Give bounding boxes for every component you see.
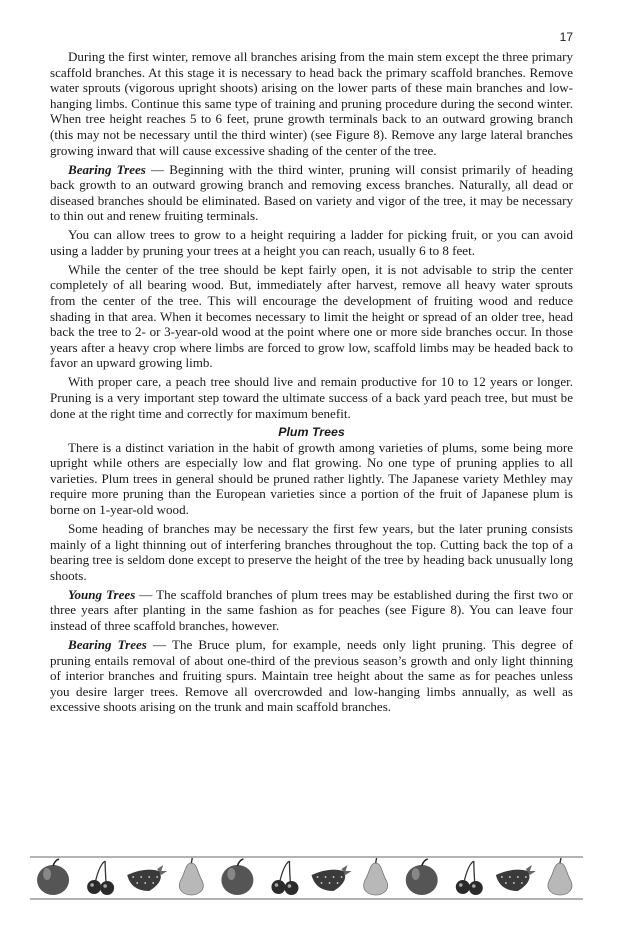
- paragraph-text: — Beginning with the third winter, pruning will consist primarily of heading back growth to an outward growing branch and removing excess branches. Naturally, all dead or diseased branches should be eliminated. Based on variety and vigor of the tree, it may be necessary to thin out and renew fruiting terminals.: [50, 161, 573, 224]
- run-in-heading: Bearing Trees: [68, 161, 146, 177]
- paragraph-text: — The Bruce plum, for example, needs only light pruning. This degree of pruning entails removal of about one-third of the previous season’s growth and only light thinning of interior branches and fruiting spurs. Maintain tree height about the same as for peaches unless you desire larger trees. Remove all overcrowded and low-hanging limbs annually, as well as excessive shoots arising on the trunk and main scaffold branches.: [50, 636, 573, 715]
- page-number: 17: [559, 30, 573, 44]
- cherries-icon: [271, 861, 298, 895]
- paragraph: [50, 637, 573, 715]
- apple-icon: [406, 859, 438, 895]
- apple-icon: [37, 859, 69, 895]
- run-in-heading: Young Trees: [68, 586, 136, 602]
- fruit-border: [30, 855, 583, 901]
- paragraph: [50, 162, 573, 224]
- paragraph: [50, 262, 573, 371]
- paragraph: [50, 374, 573, 421]
- paragraph-text: There is a distinct variation in the habit of growth among varieties of plums, some being more upright while others are especially low and flat growing. No one type of pruning applies to all varieties. Plum trees in general should be pruned rather lightly. The Japanese variety Methley may require more pruning than the European varieties since a portion of the fruit of Japanese plum is borne on 1-year-old wood.: [50, 439, 573, 517]
- strawberry-icon: [127, 865, 167, 891]
- paragraph-text: Some heading of branches may be necessary the first few years, but the later pruning consists mainly of a light thinning out of interfering branches throughout the top. Cutting back the top of a bearing tree is seldom done except to preserve the height of the tree by heading back unusually long shoots.: [50, 520, 573, 583]
- pear-icon: [548, 858, 572, 895]
- paragraph-text: During the first winter, remove all branches arising from the main stem except the three primary scaffold branches. At this stage it is necessary to head back the primary scaffold branches. Remove water sprouts (vigorous upright shoots) arising on the lower parts of these main branches and low-hanging limbs. Continue this same type of training and pruning procedure during the second winter. When tree height reaches 5 to 6 feet, prune growth terminals back to an outward growing branch (this may not be necessary until the third winter) (see Figure 8). Remove any large lateral branches growing inward that will cause excessive shading of the center of the tree.: [50, 49, 573, 158]
- strawberry-icon: [496, 865, 536, 891]
- pear-icon: [364, 858, 388, 895]
- body-text: [50, 49, 573, 718]
- paragraph-text: You can allow trees to grow to a height requiring a ladder for picking fruit, or you can avoid using a ladder by pruning your trees at a height you can reach, usually 6 to 8 feet.: [50, 227, 573, 258]
- paragraph-text: While the center of the tree should be kept fairly open, it is not advisable to strip the center completely of all bearing wood. But, immediately after harvest, remove all heavy water sprouts from the center of the tree. This will encourage the development of fruiting wood and reduce shading in that area. When it becomes necessary to limit the height or spread of an older tree, head back the tree to 2- or 3-year-old wood at the point where one or more side branches occur. In those years after a heavy crop where limbs are forced to grow low, scaffold limbs may be headed back to favor an upward growing limb.: [50, 261, 573, 371]
- paragraph: [50, 440, 573, 518]
- paragraph: [50, 587, 573, 634]
- apple-icon: [221, 859, 253, 895]
- section-heading: Plum Trees: [278, 424, 345, 439]
- paragraph-text: — The scaffold branches of plum trees may be established during the first two or three years after planting in the same fashion as for peaches (see Figure 8). You can leave four instead of three scaffold branches, however.: [50, 586, 573, 633]
- paragraph: [50, 227, 573, 258]
- paragraph: [50, 521, 573, 583]
- cherries-icon: [87, 861, 114, 895]
- run-in-heading: Bearing Trees: [68, 636, 147, 652]
- fruit-row: [37, 858, 572, 895]
- paragraph-text: With proper care, a peach tree should live and remain productive for 10 to 12 years or longer. Pruning is a very important step toward the ultimate success of a back yard peach tree, but must be done at the right time and correctly for maximum benefit.: [50, 374, 573, 421]
- strawberry-icon: [312, 865, 352, 891]
- paragraph: [50, 49, 573, 158]
- cherries-icon: [456, 861, 483, 895]
- pear-icon: [179, 858, 203, 895]
